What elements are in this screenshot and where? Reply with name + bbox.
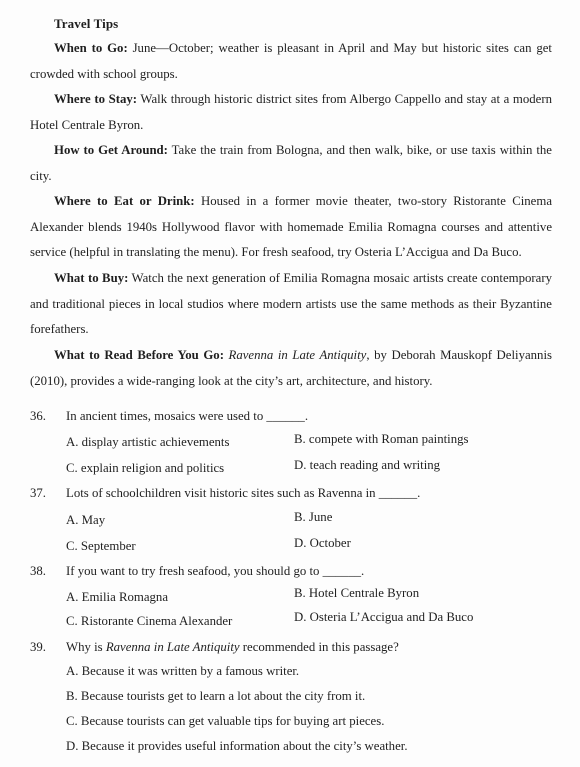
tip-where-to-stay — [30, 87, 552, 138]
tip-heading: When to Go: — [54, 41, 128, 55]
travel-tips-title: Travel Tips — [54, 16, 119, 31]
question-38 — [30, 563, 364, 579]
question-37 — [30, 485, 420, 501]
question-number: 38. — [30, 564, 46, 578]
tip-where-to-eat — [30, 189, 552, 266]
option-36-a[interactable]: A. display artistic achievements — [66, 435, 230, 449]
tip-text: Watch the next generation of Emilia Romagna mosaic artists create contemporary and traditional pieces in local studios where modern artists use the same methods as their Byzantine forefathers. — [30, 271, 552, 336]
option-36-b[interactable]: B. compete with Roman paintings — [294, 432, 469, 446]
question-stem-post: recommended in this passage? — [239, 640, 399, 654]
tip-text: Housed in a former movie theater, two-story Ristorante Cinema Alexander blends 1940s Hollywood flavor with homemade Emilia Romagna courses and attentive service (helpful in translating the menu). For fresh seafood, try Osteria L’Accigua and Da Buco. — [30, 194, 552, 259]
option-36-d[interactable]: D. teach reading and writing — [294, 458, 441, 472]
option-38-a[interactable]: A. Emilia Romagna — [66, 590, 169, 604]
tip-when-to-go — [30, 36, 552, 87]
option-38-c[interactable]: C. Ristorante Cinema Alexander — [66, 614, 233, 628]
question-number: 39. — [30, 640, 46, 654]
tip-text: June—October; weather is pleasant in April and May but historic sites can get crowded with school groups. — [30, 41, 552, 81]
option-39-a[interactable]: A. Because it was written by a famous writer. — [66, 664, 300, 678]
option-37-d[interactable]: D. October — [294, 536, 351, 550]
option-38-d[interactable]: D. Osteria L’Accigua and Da Buco — [294, 610, 474, 624]
tip-text: Walk through historic district sites from Albergo Cappello and stay at a modern Hotel Centrale Byron. — [30, 92, 552, 132]
option-39-d[interactable]: D. Because it provides useful information about the city’s weather. — [66, 739, 408, 753]
tip-text: Take the train from Bologna, and then walk, bike, or use taxis within the city. — [30, 143, 552, 183]
question-stem: In ancient times, mosaics were used to ______. — [66, 409, 309, 423]
tip-heading: How to Get Around: — [54, 143, 168, 157]
tip-text: , by Deborah Mauskopf Deliyannis (2010), provides a wide-ranging look at the city’s art, architecture, and history. — [30, 348, 552, 388]
option-36-c[interactable]: C. explain religion and politics — [66, 461, 225, 475]
tip-heading: Where to Eat or Drink: — [54, 194, 195, 208]
option-38-b[interactable]: B. Hotel Centrale Byron — [294, 586, 420, 600]
book-title: Ravenna in Late Antiquity — [228, 348, 367, 362]
tip-how-to-get-around — [30, 138, 552, 189]
tip-what-to-buy — [30, 266, 552, 343]
question-number: 37. — [30, 486, 46, 500]
option-39-b[interactable]: B. Because tourists get to learn a lot about the city from it. — [66, 689, 366, 703]
tip-what-to-read — [30, 343, 552, 394]
tip-heading: What to Read Before You Go: — [54, 348, 224, 362]
book-title: Ravenna in Late Antiquity — [105, 640, 240, 654]
tip-heading: Where to Stay: — [54, 92, 138, 106]
question-number: 36. — [30, 409, 46, 423]
tip-heading: What to Buy: — [54, 271, 129, 285]
question-39 — [30, 639, 399, 655]
option-37-a[interactable]: A. May — [66, 513, 106, 527]
question-stem: If you want to try fresh seafood, you should go to ______. — [66, 564, 365, 578]
option-39-c[interactable]: C. Because tourists can get valuable tips for buying art pieces. — [66, 714, 385, 728]
question-stem-pre: Why is — [66, 640, 106, 654]
option-37-b[interactable]: B. June — [294, 510, 333, 524]
option-37-c[interactable]: C. September — [66, 539, 136, 553]
question-36 — [30, 408, 308, 424]
question-stem: Lots of schoolchildren visit historic sites such as Ravenna in ______. — [66, 486, 421, 500]
